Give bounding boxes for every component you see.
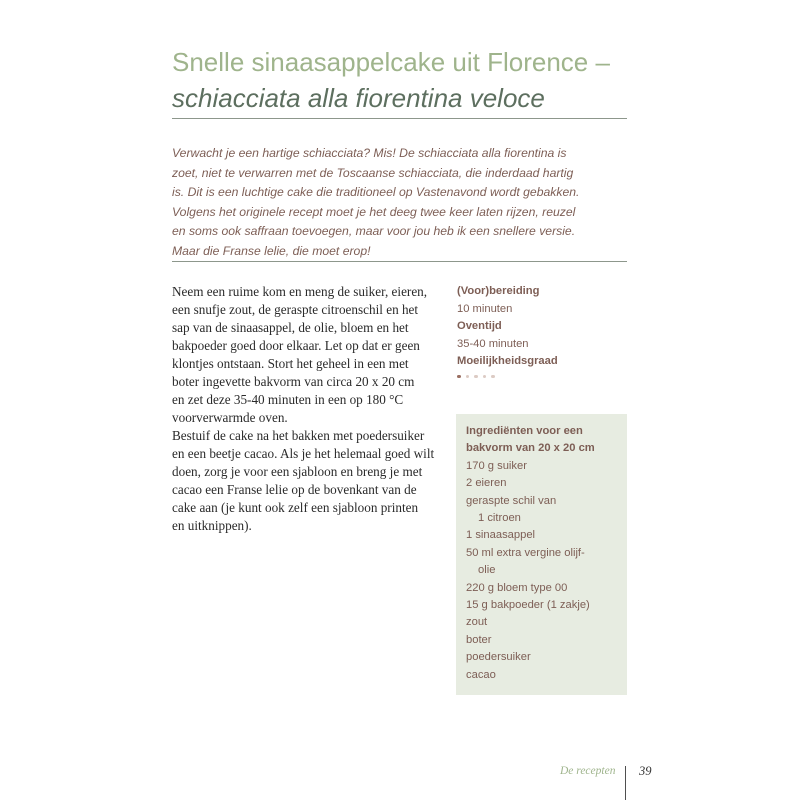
method-line: boter ingevette bakvorm van circa 20 x 20 cm	[172, 374, 415, 389]
method-line: voorverwarmde oven.	[172, 410, 288, 425]
ingredient-item: geraspte schil van	[466, 494, 557, 507]
method-line: klontjes ontstaan. Stort het geheel in een met	[172, 356, 409, 371]
title-divider	[172, 118, 627, 119]
ingredients-heading-line2: bakvorm van 20 x 20 cm	[466, 442, 595, 455]
method-line: cake aan (je kunt ook zelf een sjabloon printen	[172, 500, 419, 515]
method-text	[172, 283, 444, 535]
recipe-meta	[457, 283, 627, 378]
ingredient-item: 170 g suiker	[466, 459, 527, 472]
difficulty-dot-empty	[491, 375, 495, 379]
method-line: Neem een ruime kom en meng de suiker, eieren,	[172, 284, 428, 299]
ingredient-item: 2 eieren	[466, 477, 507, 490]
ingredient-item: olie	[478, 564, 496, 577]
recipe-title	[172, 44, 632, 116]
intro-line: Volgens het originele recept moet je het deeg twee keer laten rijzen, reuzel	[172, 204, 576, 219]
ingredients-heading-line1: Ingrediënten voor een	[466, 425, 583, 437]
method-line: en uitknippen).	[172, 518, 252, 533]
method-line: bakpoeder goed door elkaar. Let op dat er geen	[172, 338, 420, 353]
page-number: 39	[639, 764, 652, 778]
method-line: Bestuif de cake na het bakken met poedersuiker	[172, 428, 425, 443]
intro-line: Maar die Franse lelie, die moet erop!	[172, 243, 371, 258]
difficulty-dot-filled	[457, 375, 461, 379]
ingredient-item: 50 ml extra vergine olijf-	[466, 546, 585, 559]
footer-section-label: De recepten	[560, 765, 616, 777]
intro-divider	[172, 261, 627, 262]
difficulty-label: Moeilijkheidsgraad	[457, 355, 558, 368]
intro-line: is. Dit is een luchtige cake die traditioneel op Vastenavond wordt gebakken.	[172, 185, 580, 200]
ingredient-item: zout	[466, 616, 488, 629]
method-line: doen, zorg je voor een sjabloon en breng je met	[172, 464, 423, 479]
footer-divider	[625, 766, 626, 800]
method-line: en een beetje cacao. Als je het helemaal goed wilt	[172, 446, 435, 461]
method-line: sap van de sinaasappel, de olie, bloem en het	[172, 320, 409, 335]
ingredient-item: cacao	[466, 668, 496, 681]
ingredients-box	[456, 414, 627, 695]
difficulty-rating	[457, 375, 627, 379]
intro-line: zoet, niet te verwarren met de Toscaanse schiacciata, die inderdaad hartig	[172, 165, 574, 180]
ingredient-item: poedersuiker	[466, 651, 531, 664]
difficulty-dot-empty	[474, 375, 478, 379]
difficulty-dot-empty	[466, 375, 470, 379]
recipe-title-line1: Snelle sinaasappelcake uit Florence –	[172, 47, 610, 77]
prep-value: 10 minuten	[457, 302, 513, 315]
oven-value: 35-40 minuten	[457, 337, 529, 350]
prep-label: (Voor)bereiding	[457, 285, 540, 297]
oven-label: Oventijd	[457, 320, 502, 333]
method-line: cacao een Franse lelie op de bovenkant van de	[172, 482, 417, 497]
method-line: en zet deze 35-40 minuten in een op 180 °C	[172, 392, 404, 407]
ingredient-item: 15 g bakpoeder (1 zakje)	[466, 599, 590, 612]
ingredient-item: 220 g bloem type 00	[466, 581, 568, 594]
intro-paragraph	[172, 144, 632, 262]
method-line: een snufje zout, de geraspte citroenschil en het	[172, 302, 419, 317]
ingredient-item: 1 citroen	[478, 512, 521, 525]
difficulty-dot-empty	[483, 375, 487, 379]
ingredient-item: 1 sinaasappel	[466, 529, 536, 542]
intro-line: en soms ook saffraan toevoegen, maar voor jou heb ik een snellere versie.	[172, 224, 576, 239]
intro-line: Verwacht je een hartige schiacciata? Mis! De schiacciata alla fiorentina is	[172, 146, 567, 160]
ingredient-item: boter	[466, 633, 492, 646]
recipe-title-line2: schiacciata alla fiorentina veloce	[172, 83, 545, 113]
